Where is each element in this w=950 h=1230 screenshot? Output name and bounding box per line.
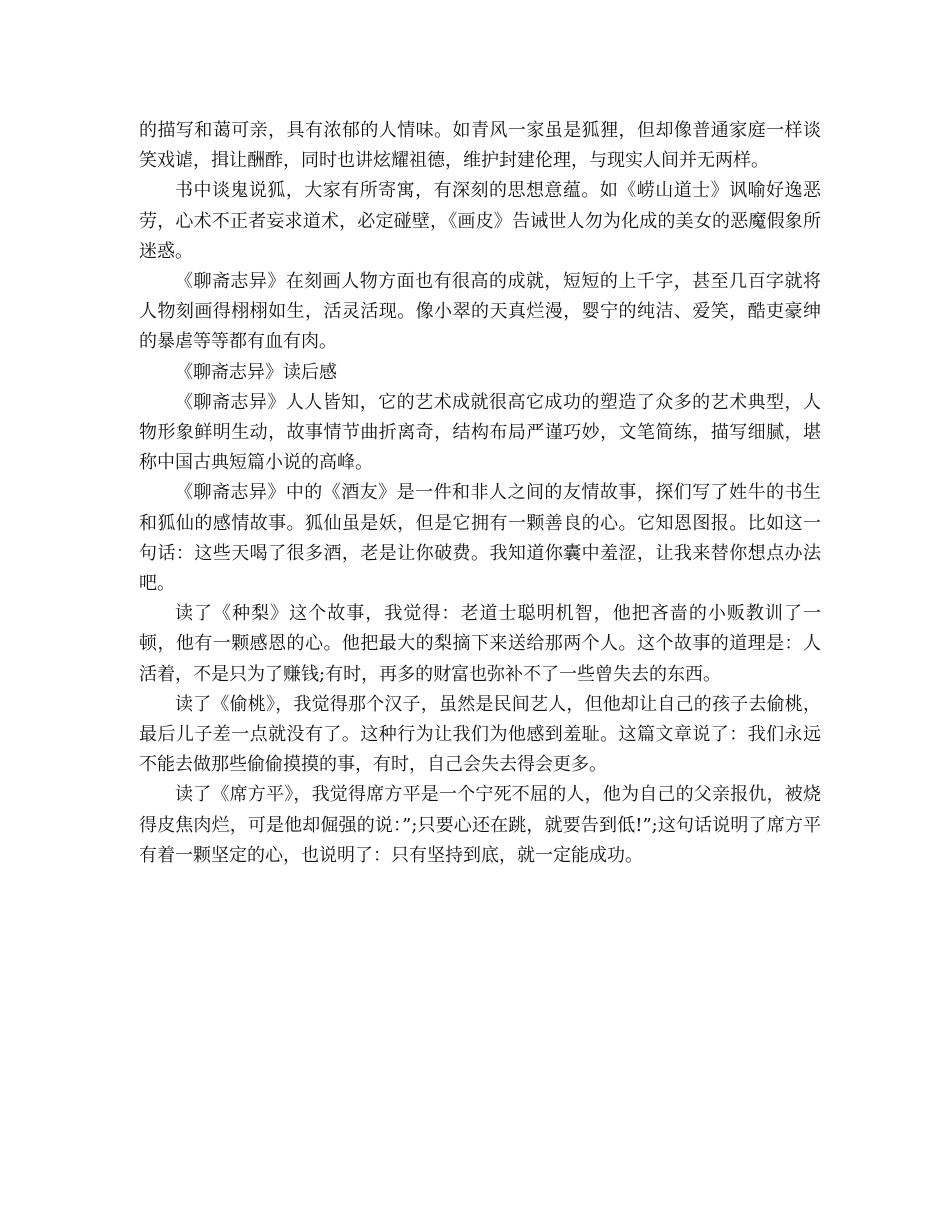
section-heading: 《聊斋志异》读后感 — [175, 361, 337, 383]
paragraph-8: 读了《偷桃》，我觉得那个汉子，虽然是民间艺人，但他却让自己的孩子去偷桃，最后儿子差一点就没有了。这种行为让我们为他感到羞耻。这篇文章说了：我们永远不能去做那些偷偷摸摸的事，有时，自己会失去得会更多。 — [139, 693, 821, 776]
paragraph-6: 《聊斋志异》中的《酒友》是一件和非人之间的友情故事，探们写了姓牛的书生和狐仙的感情故事。狐仙虽是妖，但是它拥有一颗善良的心。它知恩图报。比如这一句话：这些天喝了很多酒，老是让你破费。我知道你囊中羞涩，让我来替你想点办法吧。 — [139, 482, 821, 595]
paragraph-2: 书中谈鬼说狐，大家有所寄寓，有深刻的思想意蕴。如《崂山道士》讽喻好逸恶劳，心术不正者妄求道术，必定碰壁，《画皮》告诫世人勿为化成的美女的恶魔假象所迷惑。 — [139, 180, 821, 262]
document-body — [139, 116, 821, 871]
paragraph-5: 《聊斋志异》人人皆知，它的艺术成就很高它成功的塑造了众多的艺术典型，人物形象鲜明生动，故事情节曲折离奇，结构布局严谨巧妙，文笔简练，描写细腻，堪称中国古典短篇小说的高峰。 — [139, 391, 821, 474]
paragraph-3: 《聊斋志异》在刻画人物方面也有很高的成就，短短的上千字，甚至几百字就将人物刻画得栩栩如生，活灵活现。像小翠的天真烂漫，婴宁的纯洁、爱笑，酷吏豪绅的暴虐等等都有血有肉。 — [139, 271, 821, 353]
paragraph-9: 读了《席方平》，我觉得席方平是一个宁死不屈的人，他为自己的父亲报仇，被烧得皮焦肉烂，可是他却倔强的说：”;只要心还在跳，就要告到低!”;这句话说明了席方平有着一颗坚定的心，也说明了：只有坚持到底，就一定能成功。 — [139, 784, 821, 866]
paragraph-1: 的描写和蔼可亲，具有浓郁的人情味。如青风一家虽是狐狸，但却像普通家庭一样谈笑戏谑，揖让酬酢，同时也讲炫耀祖德，维护封建伦理，与现实人间并无两样。 — [139, 120, 821, 172]
paragraph-7: 读了《种梨》这个故事，我觉得：老道士聪明机智，他把吝啬的小贩教训了一顿，他有一颗感恩的心。他把最大的梨摘下来送给那两个人。这个故事的道理是：人活着，不是只为了赚钱;有时，再多的财富也弥补不了一些曾失去的东西。 — [139, 603, 821, 685]
